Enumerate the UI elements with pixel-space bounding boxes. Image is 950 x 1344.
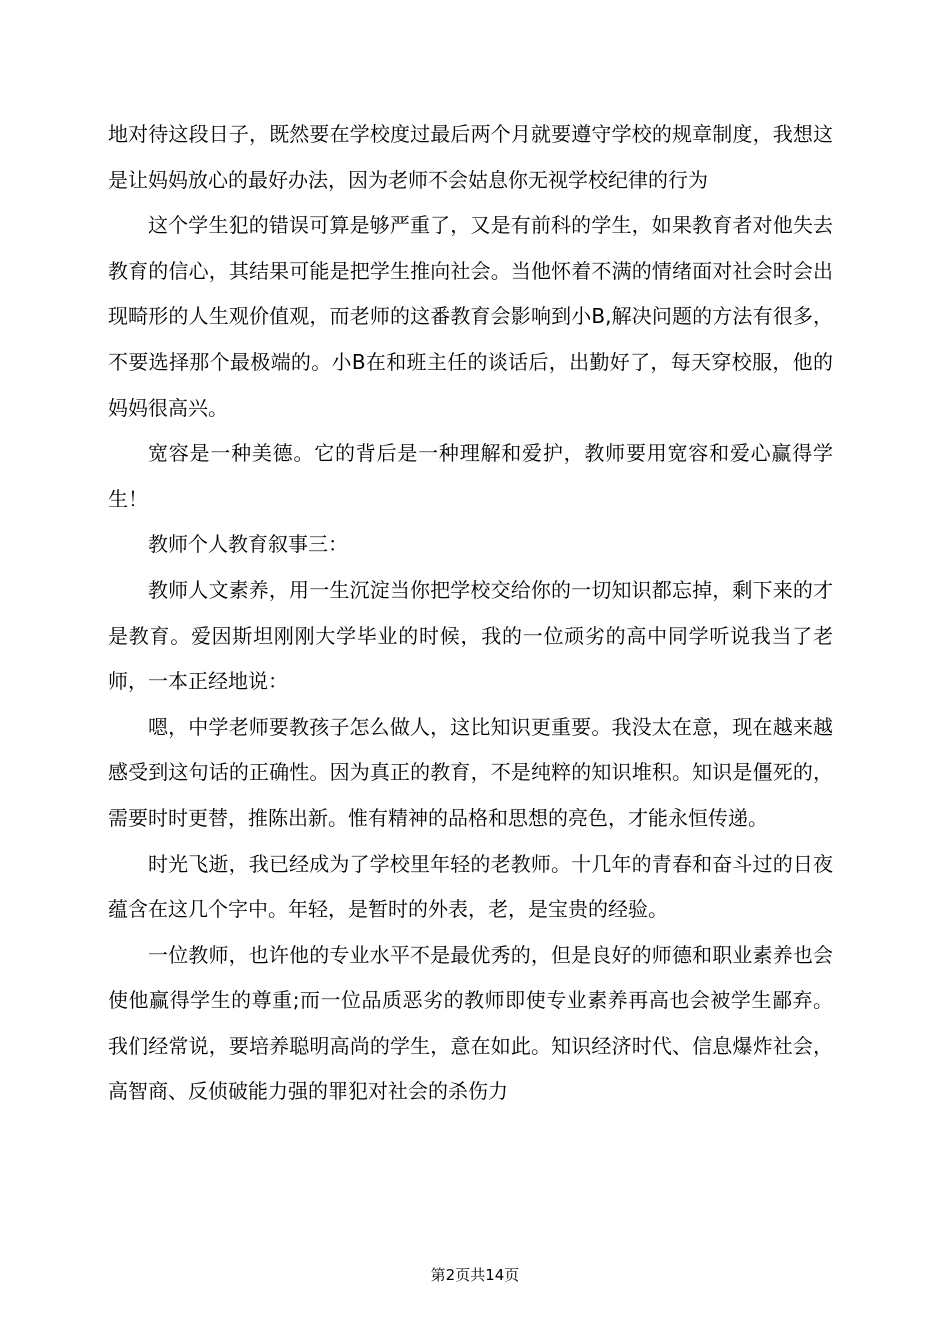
section-heading: 教师个人教育叙事三： [148,532,348,557]
page-number-footer: 第2页共14页 [430,1266,520,1284]
paragraph-4: 教师人文素养，用一生沉淀当你把学校交给你的一切知识都忘掉，剩下来的才是教育。爱因斯坦刚刚大学毕业的时候，我的一位顽劣的高中同学听说我当了老师，一本正经地说： [108,577,833,694]
paragraph-2: 这个学生犯的错误可算是够严重了，又是有前科的学生，如果教育者对他失去教育的信心，其结果可能是把学生推向社会。当他怀着不满的情绪面对社会时会出现畸形的人生观价值观，而老师的这番教育会影响到小B,解决问题的方法有很多，不要选择那个最极端的。小B在和班主任的谈话后，出勤好了，每天穿校服，他的妈妈很高兴。 [108,213,833,420]
paragraph-7: 一位教师，也许他的专业水平不是最优秀的，但是良好的师德和职业素养也会使他赢得学生的尊重;而一位品质恶劣的教师即使专业素养再高也会被学生鄙弃。我们经常说，要培养聪明高尚的学生，意在如此。知识经济时代、信息爆炸社会，高智商、反侦破能力强的罪犯对社会的杀伤力 [108,942,833,1104]
paragraph-6: 时光飞逝，我已经成为了学校里年轻的老教师。十几年的青春和奋斗过的日夜蕴含在这几个字中。年轻，是暂时的外表，老，是宝贵的经验。 [108,851,833,922]
paragraph-3: 宽容是一种美德。它的背后是一种理解和爱护，教师要用宽容和爱心赢得学生！ [108,441,833,511]
paragraph-5: 嗯，中学老师要教孩子怎么做人，这比知识更重要。我没太在意，现在越来越感受到这句话的正确性。因为真正的教育，不是纯粹的知识堆积。知识是僵死的，需要时时更替，推陈出新。惟有精神的品格和思想的亮色，才能永恒传递。 [108,714,833,830]
paragraph-1: 地对待这段日子，既然要在学校度过最后两个月就要遵守学校的规章制度，我想这是让妈妈放心的最好办法，因为老师不会姑息你无视学校纪律的行为 [108,122,833,192]
document-body [108,112,833,1115]
